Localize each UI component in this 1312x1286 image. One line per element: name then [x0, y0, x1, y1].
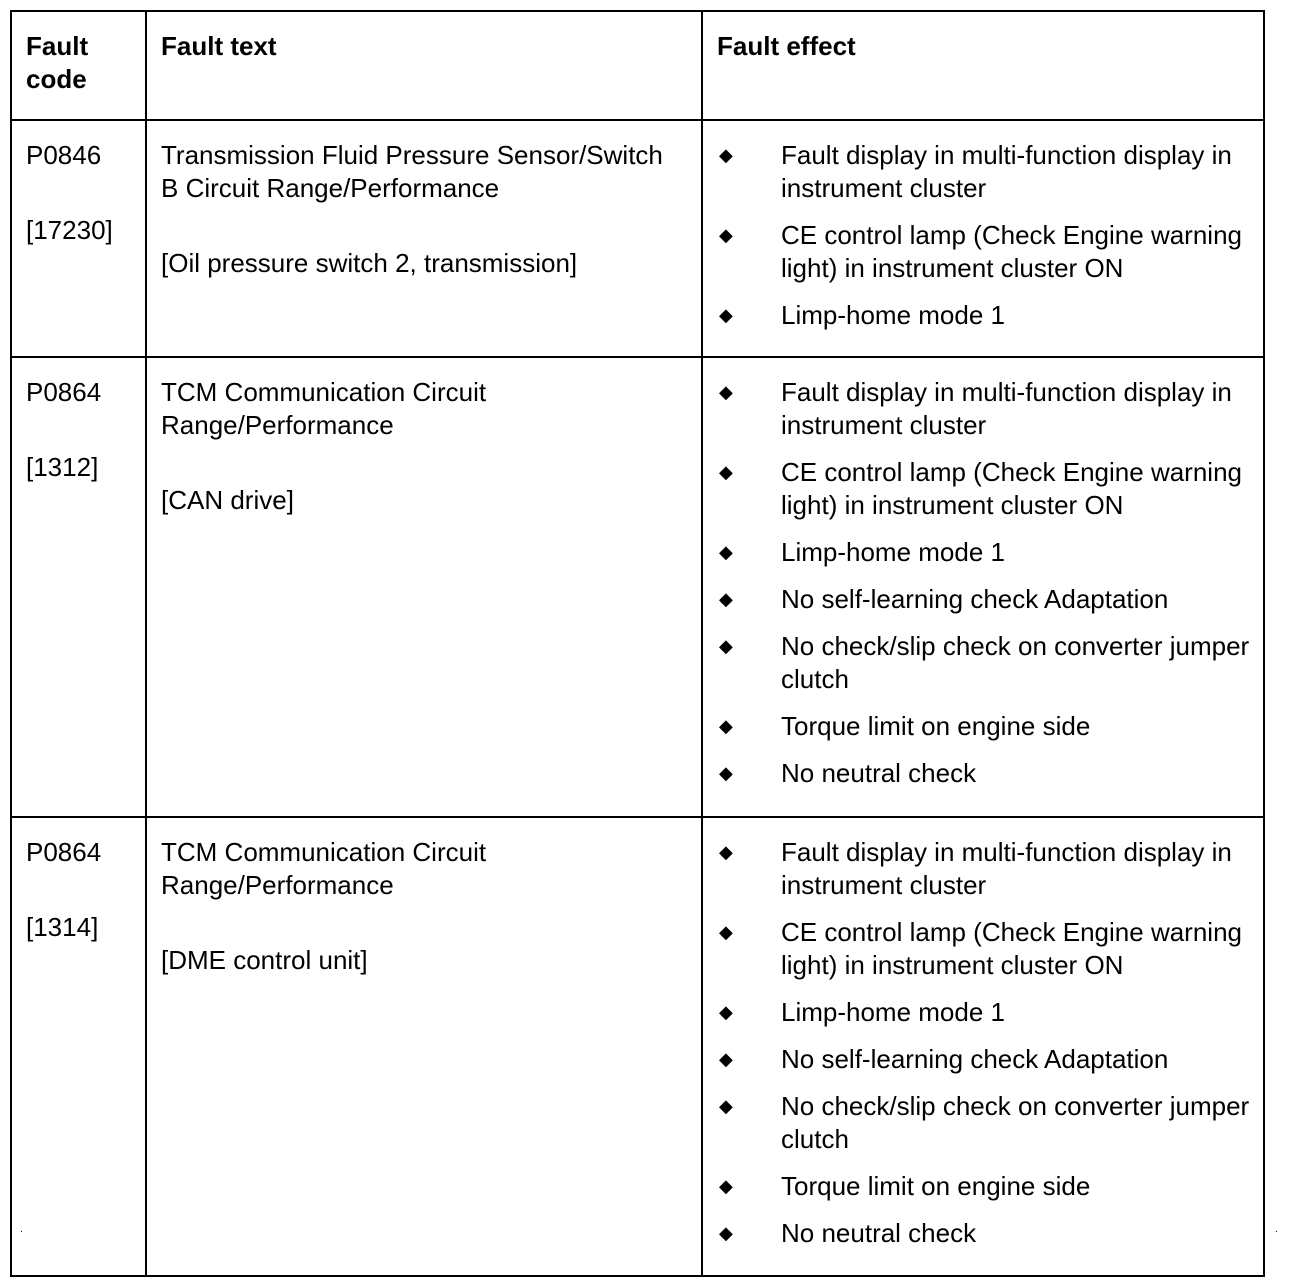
diamond-bullet-icon: ◆ [719, 1096, 733, 1116]
diamond-bullet-icon: ◆ [719, 382, 733, 402]
fault-effect-item [703, 299, 1253, 332]
fault-code: P0864 [26, 837, 102, 867]
fault-effect-text: No neutral check [781, 1218, 977, 1248]
table-row [11, 120, 1264, 357]
fault-text: TCM Communication Circuit Range/Performance [161, 837, 487, 900]
fault-effect-item [703, 996, 1253, 1029]
diamond-bullet-icon: ◆ [719, 1049, 733, 1069]
fault-text-cell [146, 120, 702, 357]
fault-effect-item [703, 456, 1253, 522]
header-fault-effect: Fault effect [702, 11, 1264, 120]
fault-code-secondary: [1312] [26, 452, 99, 482]
fault-text-cell [146, 817, 702, 1276]
fault-effect-item [703, 536, 1253, 569]
diamond-bullet-icon: ◆ [719, 922, 733, 942]
stray-dot-right: . [1275, 1224, 1278, 1235]
diamond-bullet-icon: ◆ [719, 636, 733, 656]
diamond-bullet-icon: ◆ [719, 462, 733, 482]
diamond-bullet-icon: ◆ [719, 305, 733, 325]
fault-effect-item [703, 139, 1253, 205]
fault-code: P0864 [26, 377, 102, 407]
diamond-bullet-icon: ◆ [719, 145, 733, 165]
fault-effect-list [703, 121, 1263, 332]
fault-effect-item [703, 916, 1253, 982]
fault-effect-cell [702, 357, 1264, 817]
fault-effect-list [703, 818, 1263, 1250]
fault-effect-item [703, 1217, 1253, 1250]
fault-effect-text: No self-learning check Adaptation [781, 1044, 1169, 1074]
fault-text: Transmission Fluid Pressure Sensor/Switch B Circuit Range/Performance [161, 140, 663, 203]
fault-effect-item [703, 219, 1253, 285]
fault-effect-item [703, 1170, 1253, 1203]
fault-effect-item [703, 583, 1253, 616]
fault-effect-text: Limp-home mode 1 [781, 537, 1005, 567]
fault-text-secondary: [DME control unit] [161, 945, 368, 975]
fault-effect-cell [702, 120, 1264, 357]
fault-effect-item [703, 1043, 1253, 1076]
fault-code-cell [11, 120, 146, 357]
header-row [11, 11, 1264, 120]
fault-effect-text: No check/slip check on converter jumper clutch [781, 1091, 1250, 1154]
fault-code-cell [11, 817, 146, 1276]
fault-effect-text: Fault display in multi-function display in instrument cluster [781, 377, 1232, 440]
fault-effect-item [703, 376, 1253, 442]
fault-effect-text: No neutral check [781, 758, 977, 788]
fault-text-secondary: [Oil pressure switch 2, transmission] [161, 248, 578, 278]
fault-effect-text: Torque limit on engine side [781, 711, 1091, 741]
fault-effect-list [703, 358, 1263, 790]
fault-effect-item [703, 630, 1253, 696]
fault-effect-text: Fault display in multi-function display in instrument cluster [781, 837, 1232, 900]
header-fault-text: Fault text [146, 11, 702, 120]
fault-effect-text: Torque limit on engine side [781, 1171, 1091, 1201]
diamond-bullet-icon: ◆ [719, 716, 733, 736]
diamond-bullet-icon: ◆ [719, 1176, 733, 1196]
header-fault-code: Fault code [11, 11, 146, 120]
fault-text-cell [146, 357, 702, 817]
table-row [11, 817, 1264, 1276]
diamond-bullet-icon: ◆ [719, 225, 733, 245]
fault-code-cell [11, 357, 146, 817]
fault-table [10, 10, 1265, 1277]
diamond-bullet-icon: ◆ [719, 542, 733, 562]
fault-effect-text: No check/slip check on converter jumper clutch [781, 631, 1250, 694]
fault-effect-item [703, 1090, 1253, 1156]
fault-code-secondary: [17230] [26, 215, 113, 245]
diamond-bullet-icon: ◆ [719, 1223, 733, 1243]
fault-code: P0846 [26, 140, 102, 170]
fault-effect-item [703, 757, 1253, 790]
fault-effect-text: CE control lamp (Check Engine warning light) in instrument cluster ON [781, 457, 1242, 520]
stray-dot-left: . [20, 1224, 23, 1235]
fault-effect-text: Limp-home mode 1 [781, 997, 1005, 1027]
fault-effect-item [703, 710, 1253, 743]
fault-effect-text: CE control lamp (Check Engine warning light) in instrument cluster ON [781, 917, 1242, 980]
fault-effect-cell [702, 817, 1264, 1276]
fault-effect-text: CE control lamp (Check Engine warning light) in instrument cluster ON [781, 220, 1242, 283]
diamond-bullet-icon: ◆ [719, 763, 733, 783]
diamond-bullet-icon: ◆ [719, 842, 733, 862]
fault-effect-text: Fault display in multi-function display in instrument cluster [781, 140, 1232, 203]
table-row [11, 357, 1264, 817]
fault-text-secondary: [CAN drive] [161, 485, 294, 515]
diamond-bullet-icon: ◆ [719, 1002, 733, 1022]
fault-effect-text: No self-learning check Adaptation [781, 584, 1169, 614]
fault-code-secondary: [1314] [26, 912, 99, 942]
fault-text: TCM Communication Circuit Range/Performance [161, 377, 487, 440]
fault-effect-item [703, 836, 1253, 902]
fault-effect-text: Limp-home mode 1 [781, 300, 1005, 330]
diamond-bullet-icon: ◆ [719, 589, 733, 609]
